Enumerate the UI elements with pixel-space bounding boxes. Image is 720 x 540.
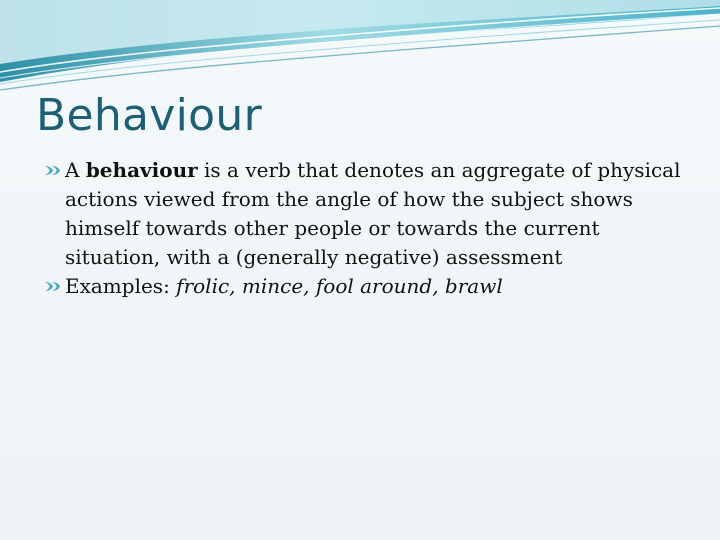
- examples-list: frolic, mince, fool around, brawl: [176, 274, 503, 298]
- definition-prefix: A: [65, 158, 86, 182]
- slide-title: Behaviour: [36, 90, 262, 141]
- header-wave-decoration: [0, 0, 720, 95]
- bullet-arrow-icon: [44, 164, 61, 177]
- examples-label: Examples:: [65, 274, 177, 298]
- definition-text: is a verb that denotes an aggregate of physical actions viewed from the angle of how the subject shows himself towards other people or towards the current situation, with a (generally negative) assessment: [65, 158, 681, 269]
- definition-term: behaviour: [85, 158, 198, 182]
- bullet-list: [44, 156, 684, 301]
- bullet-item-examples: [44, 272, 684, 301]
- bullet-item-definition: [44, 156, 684, 272]
- bullet-arrow-icon: [44, 280, 61, 293]
